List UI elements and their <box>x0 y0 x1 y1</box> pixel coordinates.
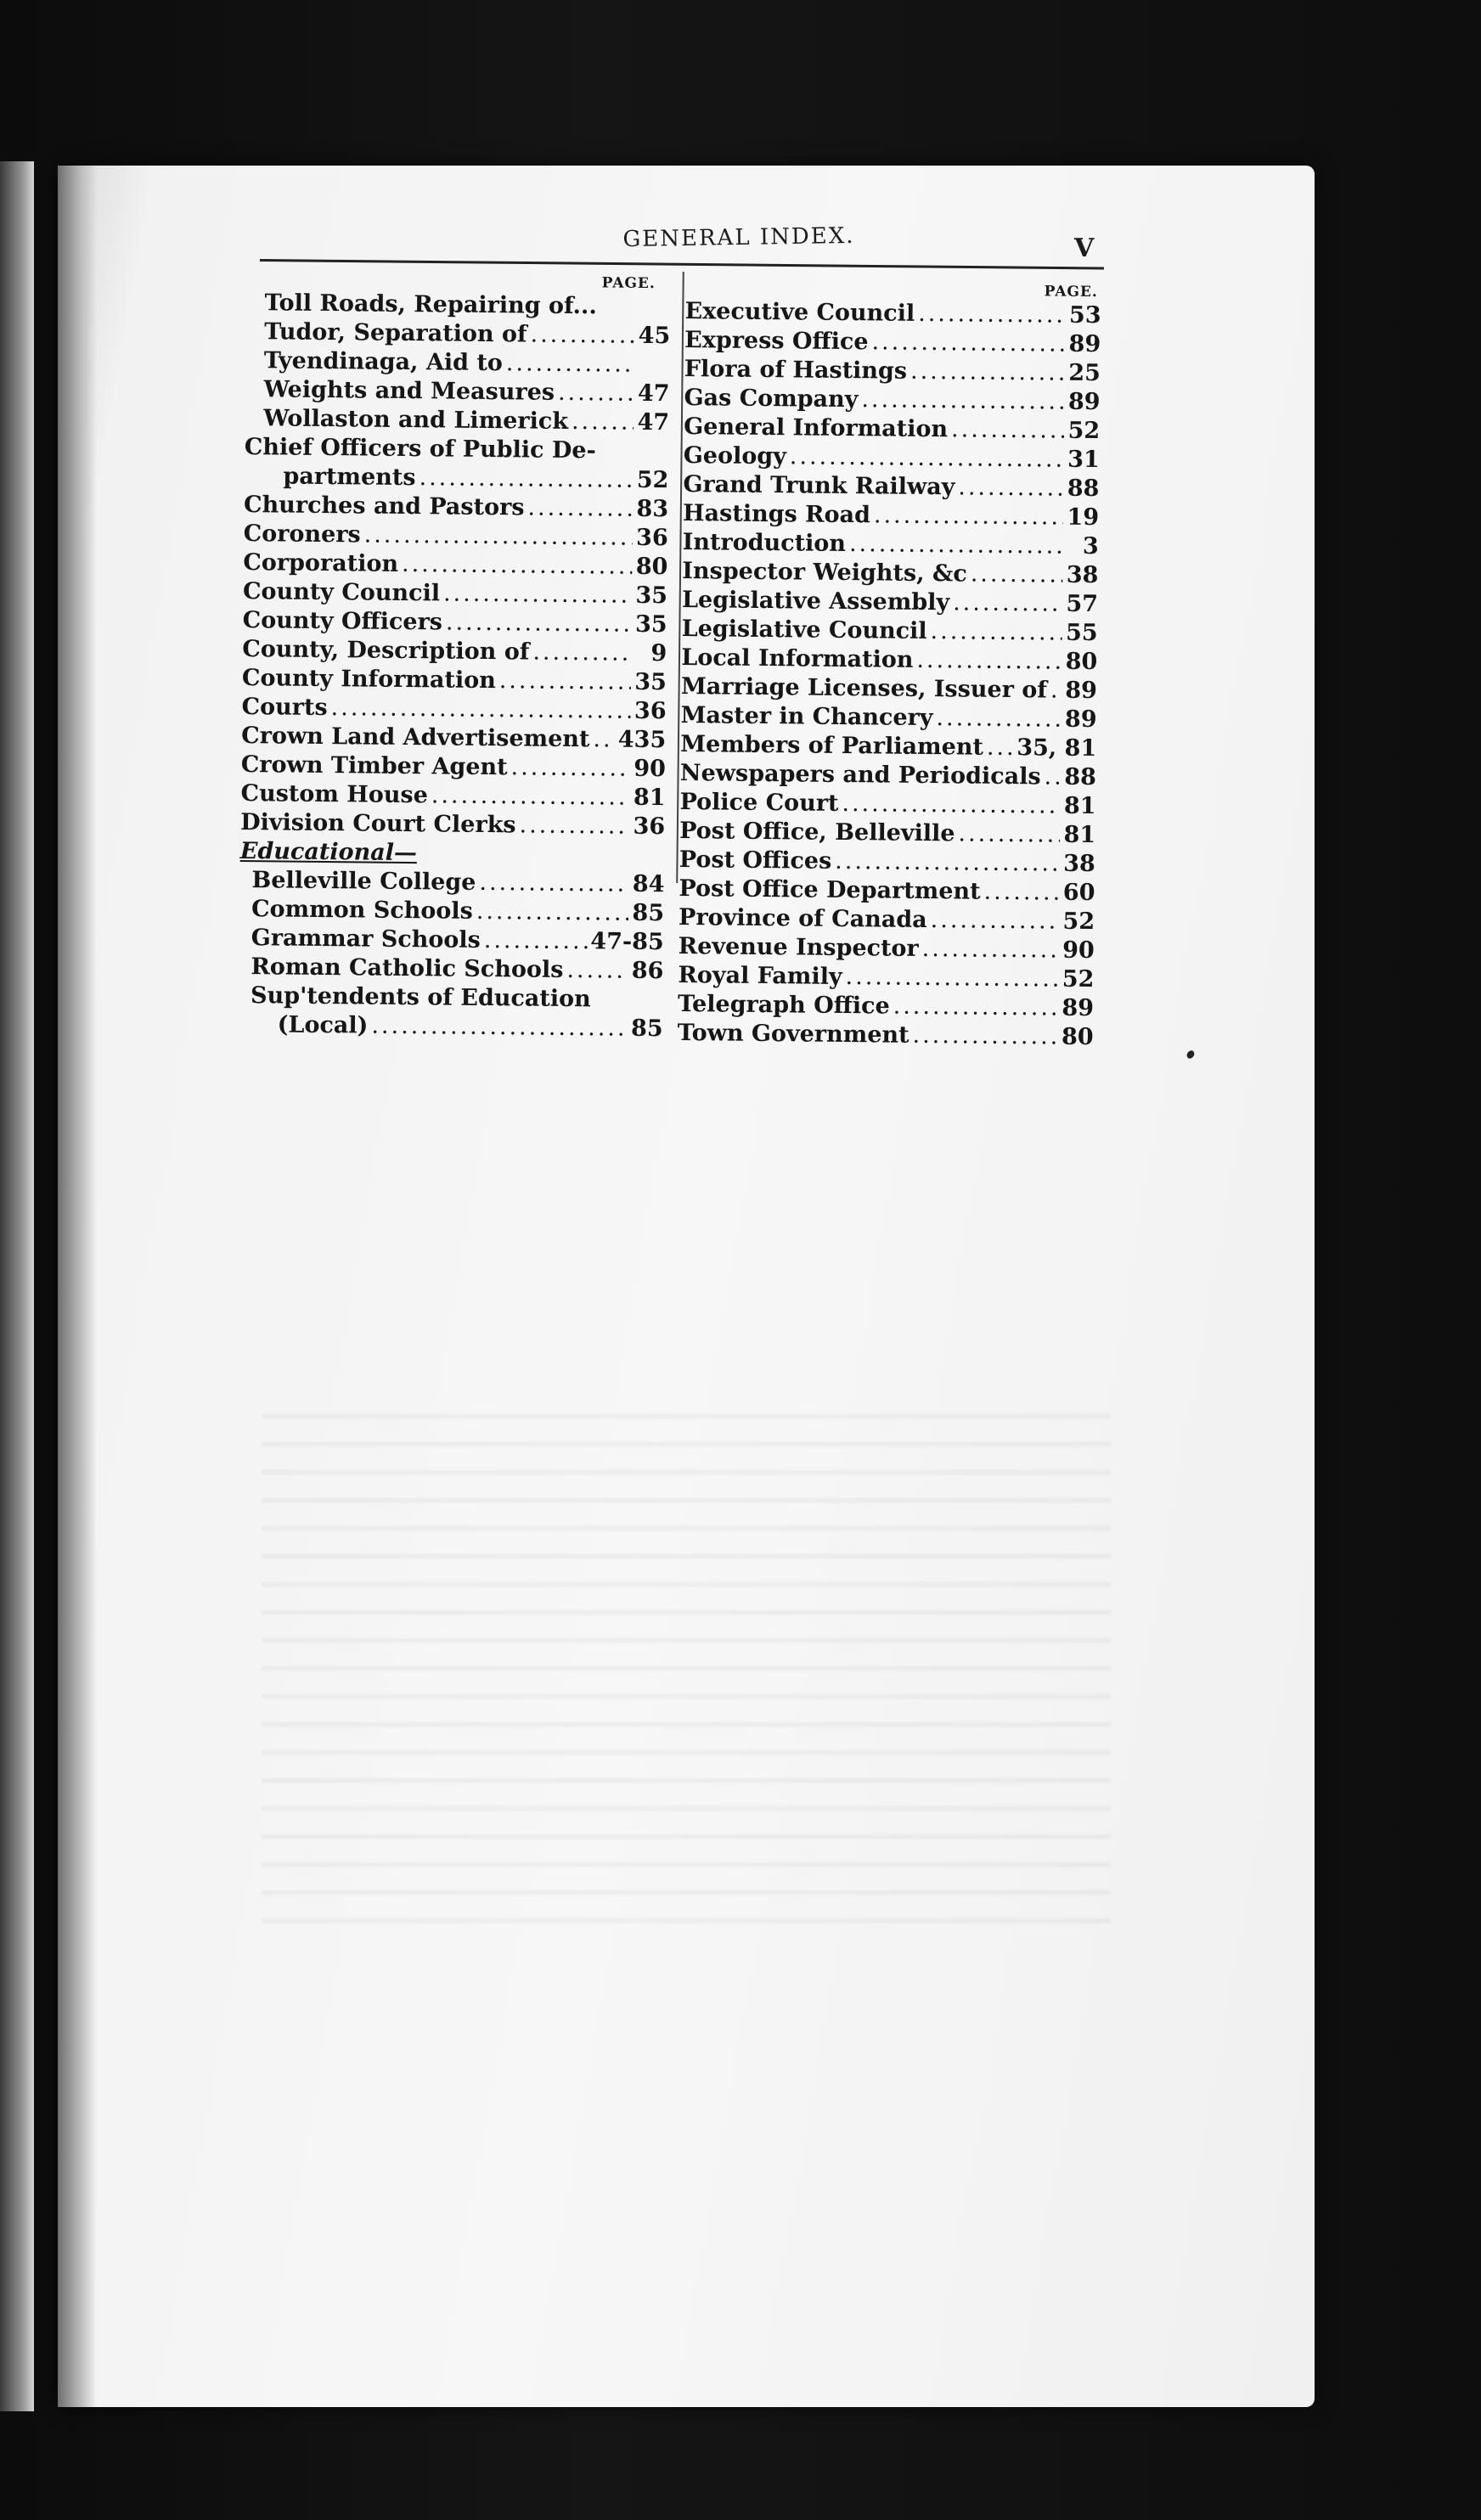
index-entry-text: Crown Timber Agent <box>240 751 508 781</box>
show-through-text <box>262 1397 1111 1923</box>
index-entry-text: Tudor, Separation of <box>264 318 527 348</box>
index-entry-page: 86 <box>631 957 664 985</box>
index-entry-text: Grammar Schools <box>251 925 481 953</box>
index-entry <box>683 528 1099 561</box>
index-entry-text: Town Government <box>677 1019 909 1049</box>
dot-leader <box>419 464 634 495</box>
index-entry-text: Common Schools <box>251 896 473 925</box>
dot-leader <box>871 328 1065 358</box>
index-entry-text: Tyendinaga, Aid to <box>263 347 504 377</box>
page-number: V <box>1074 233 1095 263</box>
index-entry-page: 60 <box>1062 879 1095 907</box>
index-entry-text: Wollaston and Limerick <box>263 405 569 435</box>
dot-leader <box>835 847 1060 879</box>
index-entry-page: 47-85 <box>590 928 664 956</box>
index-entry-page: 81 <box>1063 792 1096 820</box>
index-entry-text: Chief Officers of Public De- <box>244 433 596 464</box>
dot-leader <box>527 493 633 523</box>
dot-leader <box>479 869 629 899</box>
index-entry-page: 90 <box>634 755 667 783</box>
index-entry-text: Crown Land Advertisement <box>241 722 590 753</box>
index-entry <box>679 817 1095 850</box>
index-entry <box>239 953 663 986</box>
index-entry <box>241 722 666 755</box>
index-entry <box>242 664 667 697</box>
dot-leader <box>530 321 634 351</box>
index-entry-page: 47 <box>637 408 670 436</box>
index-entry <box>240 779 665 813</box>
index-entry-page: 38 <box>1063 850 1095 878</box>
dot-leader <box>790 442 1065 474</box>
index-entry-page: 81 <box>1063 821 1096 849</box>
dot-leader <box>593 725 615 754</box>
index-entry-text: Corporation <box>243 548 399 577</box>
index-entry <box>684 297 1101 330</box>
index-entry <box>239 924 664 957</box>
dot-leader <box>983 878 1060 908</box>
index-entry <box>681 615 1097 648</box>
index-entry-text: Marriage Licenses, Issuer of <box>680 672 1048 704</box>
index-entry-page: 36 <box>633 813 666 841</box>
index-entry <box>679 875 1095 908</box>
index-entry <box>245 289 670 322</box>
index-entry-page: 52 <box>1061 965 1095 993</box>
index-entry-page: 89 <box>1061 994 1095 1022</box>
index-entry <box>684 442 1100 475</box>
index-entry <box>678 1019 1094 1052</box>
index-entry-page: 89 <box>1068 330 1101 358</box>
index-entry <box>245 346 670 380</box>
index-entry-text: County Officers <box>242 606 443 636</box>
index-entry <box>679 788 1095 821</box>
index-entry-text: Educational— <box>239 837 418 867</box>
index-entry-text: Gas Company <box>684 384 859 413</box>
index-entry-text: Revenue Inspector <box>678 932 919 962</box>
index-entry-page: 19 <box>1067 503 1100 532</box>
dot-leader <box>566 956 628 986</box>
index-entry-text: Master in Chancery <box>680 701 933 732</box>
index-entry-text: Post Office, Belleville <box>679 817 955 847</box>
index-entry-text: Local Information <box>681 644 914 673</box>
dot-leader <box>916 646 1062 677</box>
index-entry <box>242 635 667 668</box>
index-entry-page: 89 <box>1064 706 1097 734</box>
index-entry-page: 85 <box>630 1015 663 1043</box>
index-entry-page: 90 <box>1061 937 1095 965</box>
index-entry-page: 57 <box>1066 590 1099 618</box>
index-entry-text: Introduction <box>682 528 847 557</box>
running-head: GENERAL INDEX. <box>622 222 855 253</box>
index-entry <box>682 557 1098 590</box>
index-entry <box>683 499 1099 532</box>
dot-leader <box>519 811 629 841</box>
index-entry <box>684 355 1101 388</box>
index-entry-text: Belleville College <box>251 867 476 896</box>
index-entry-page: 435 <box>617 726 667 754</box>
dot-leader <box>931 906 1060 937</box>
index-entry <box>244 520 668 553</box>
index-entry-text: Police Court <box>679 788 839 817</box>
dot-leader <box>558 379 634 408</box>
index-entry-page: 25 <box>1068 359 1101 387</box>
index-entry-page: 89 <box>1067 388 1101 416</box>
index-entry-text: Legislative Council <box>681 615 927 645</box>
index-entry-text: Roman Catholic Schools <box>251 953 564 983</box>
dot-leader <box>443 579 633 610</box>
dot-leader <box>910 357 1066 388</box>
dot-leader <box>402 550 633 582</box>
index-entry-text: Geology <box>683 442 787 470</box>
dot-leader <box>1050 677 1062 706</box>
index-entry <box>681 672 1097 706</box>
index-entry-text: Legislative Assembly <box>681 586 950 616</box>
index-entry <box>678 990 1094 1023</box>
dot-leader <box>953 588 1063 618</box>
dot-leader <box>958 819 1060 849</box>
index-entry-text: Newspapers and Periodicals <box>679 759 1041 790</box>
index-entry-page: 47 <box>637 380 670 408</box>
index-entry <box>680 701 1096 734</box>
dot-leader <box>1044 762 1061 791</box>
dot-leader <box>918 300 1066 330</box>
dot-leader <box>936 704 1061 734</box>
index-entry-text: Sup'tendents of Education <box>250 982 591 1013</box>
index-entry-page: 89 <box>1065 677 1098 705</box>
index-entry-text: Division Court Clerks <box>240 808 516 839</box>
index-entry-text: Members of Parliament <box>680 730 984 761</box>
index-entry <box>245 318 670 351</box>
index-entry-text: Province of Canada <box>678 903 927 934</box>
index-entry <box>245 404 669 437</box>
index-entry-text: Royal Family <box>678 961 842 990</box>
index-entry-text: Hastings Road <box>682 499 871 529</box>
index-entry <box>684 384 1100 417</box>
index-entries-left <box>239 289 671 1043</box>
index-entry-text: General Information <box>684 413 949 443</box>
dot-leader <box>371 1012 628 1043</box>
index-entry-page: 35 <box>634 610 667 638</box>
dot-leader <box>842 790 1061 821</box>
index-entry-text: Express Office <box>684 326 869 356</box>
dot-leader <box>987 734 1014 762</box>
index-entry <box>679 932 1095 965</box>
index-entries-right <box>678 297 1101 1052</box>
index-entry-text: Flora of Hastings <box>684 355 908 385</box>
index-entry <box>241 693 666 726</box>
index-entry-page: 3 <box>1082 532 1099 560</box>
dot-leader <box>572 408 634 437</box>
index-entry <box>240 837 665 870</box>
page-gutter <box>58 166 97 2407</box>
dot-leader <box>845 963 1059 994</box>
index-entry <box>679 903 1095 937</box>
index-entry-page: 84 <box>632 870 665 898</box>
index-entry <box>244 491 668 524</box>
index-entry <box>243 548 667 582</box>
index-entry-page: 38 <box>1066 561 1099 589</box>
dot-leader <box>476 897 629 928</box>
index-entry <box>241 751 666 784</box>
index-entry <box>678 961 1094 994</box>
index-entry-text: Toll Roads, Repairing of... <box>264 290 597 320</box>
index-entry-page: 9 <box>650 640 667 667</box>
dot-leader <box>874 501 1064 532</box>
index-entry <box>245 433 669 466</box>
index-entry <box>681 644 1097 677</box>
index-entry-page: 53 <box>1068 301 1101 329</box>
index-entry-page: 80 <box>635 553 668 581</box>
dot-leader <box>506 349 636 380</box>
dot-leader <box>922 935 1060 965</box>
facing-page-edge <box>0 161 34 2411</box>
index-entry <box>684 326 1101 359</box>
index-column-left <box>239 270 671 1043</box>
index-entry-text: Telegraph Office <box>677 990 890 1020</box>
index-entry-text: (Local) <box>277 1011 369 1039</box>
dot-leader <box>861 385 1065 417</box>
dot-leader <box>431 781 630 812</box>
index-entry-text: Inspector Weights, &c <box>682 557 967 588</box>
dot-leader <box>330 694 631 726</box>
index-entry-page: 35 <box>635 582 668 610</box>
dot-leader <box>364 520 634 552</box>
index-entry <box>679 846 1095 879</box>
index-entry-page: 80 <box>1061 1023 1094 1051</box>
dot-leader <box>446 608 632 638</box>
index-entry-page: 45 <box>638 322 671 350</box>
index-entry-page: 80 <box>1065 648 1098 676</box>
index-entry-page: 88 <box>1067 475 1100 503</box>
index-entry-page: 88 <box>1064 763 1097 791</box>
index-entry-text: Churches and Pastors <box>243 491 525 521</box>
index-entry-page: 35, 81 <box>1016 734 1097 762</box>
index-entry-text: County Council <box>242 577 441 607</box>
index-entry-page: 81 <box>633 784 666 812</box>
index-entry-page: 36 <box>635 524 668 552</box>
index-entry <box>683 470 1099 503</box>
index-entry <box>680 730 1096 763</box>
dot-leader <box>499 667 632 697</box>
index-entry <box>244 462 668 495</box>
dot-leader <box>971 560 1063 590</box>
index-entry-text: County, Description of <box>242 635 530 666</box>
dot-leader <box>849 530 1065 561</box>
index-entry <box>243 577 667 610</box>
dot-leader <box>484 926 588 956</box>
index-entry-page: 31 <box>1067 446 1100 474</box>
dot-leader <box>912 1021 1058 1052</box>
dot-leader <box>532 638 633 668</box>
index-column-right <box>678 278 1101 1052</box>
index-entry-text: Executive Council <box>684 297 915 327</box>
index-entry-page: 35 <box>634 668 667 696</box>
index-entry-page: 52 <box>1067 417 1101 445</box>
index-entry <box>680 759 1096 792</box>
index-entry <box>239 982 663 1015</box>
column-page-label: PAGE. <box>601 274 656 293</box>
index-entry <box>682 586 1098 619</box>
index-entry-text: Post Office Department <box>679 875 981 905</box>
dot-leader <box>510 753 630 783</box>
index-entry-text: partments <box>283 463 416 492</box>
index-entry-text: Grand Trunk Railway <box>683 470 955 501</box>
index-entry-text: Courts <box>241 693 328 722</box>
index-entry-page: 55 <box>1065 619 1098 647</box>
index-entry <box>239 895 664 928</box>
dot-leader <box>958 473 1064 503</box>
index-entry-page: 83 <box>636 495 669 523</box>
index-entry <box>684 413 1100 446</box>
index-entry <box>242 606 667 639</box>
index-entry-page: 85 <box>632 899 665 927</box>
index-entry-page: 52 <box>1062 908 1095 936</box>
index-entry-text: Custom House <box>240 779 429 809</box>
index-entry <box>240 808 665 841</box>
index-entry <box>245 375 669 408</box>
dot-leader <box>951 415 1065 445</box>
index-entry <box>239 866 664 899</box>
index-entry <box>239 1010 663 1043</box>
index-entry-text: County Information <box>241 664 496 695</box>
index-entry-page: 36 <box>634 697 667 725</box>
index-entry-text: Weights and Measures <box>263 376 555 406</box>
index-entry-text: Coroners <box>243 520 361 548</box>
dot-leader <box>893 993 1059 1023</box>
column-page-label: PAGE. <box>1044 283 1098 301</box>
index-entry-text: Post Offices <box>679 846 832 875</box>
index-entry-page: 52 <box>636 466 669 494</box>
dot-leader <box>930 617 1062 648</box>
